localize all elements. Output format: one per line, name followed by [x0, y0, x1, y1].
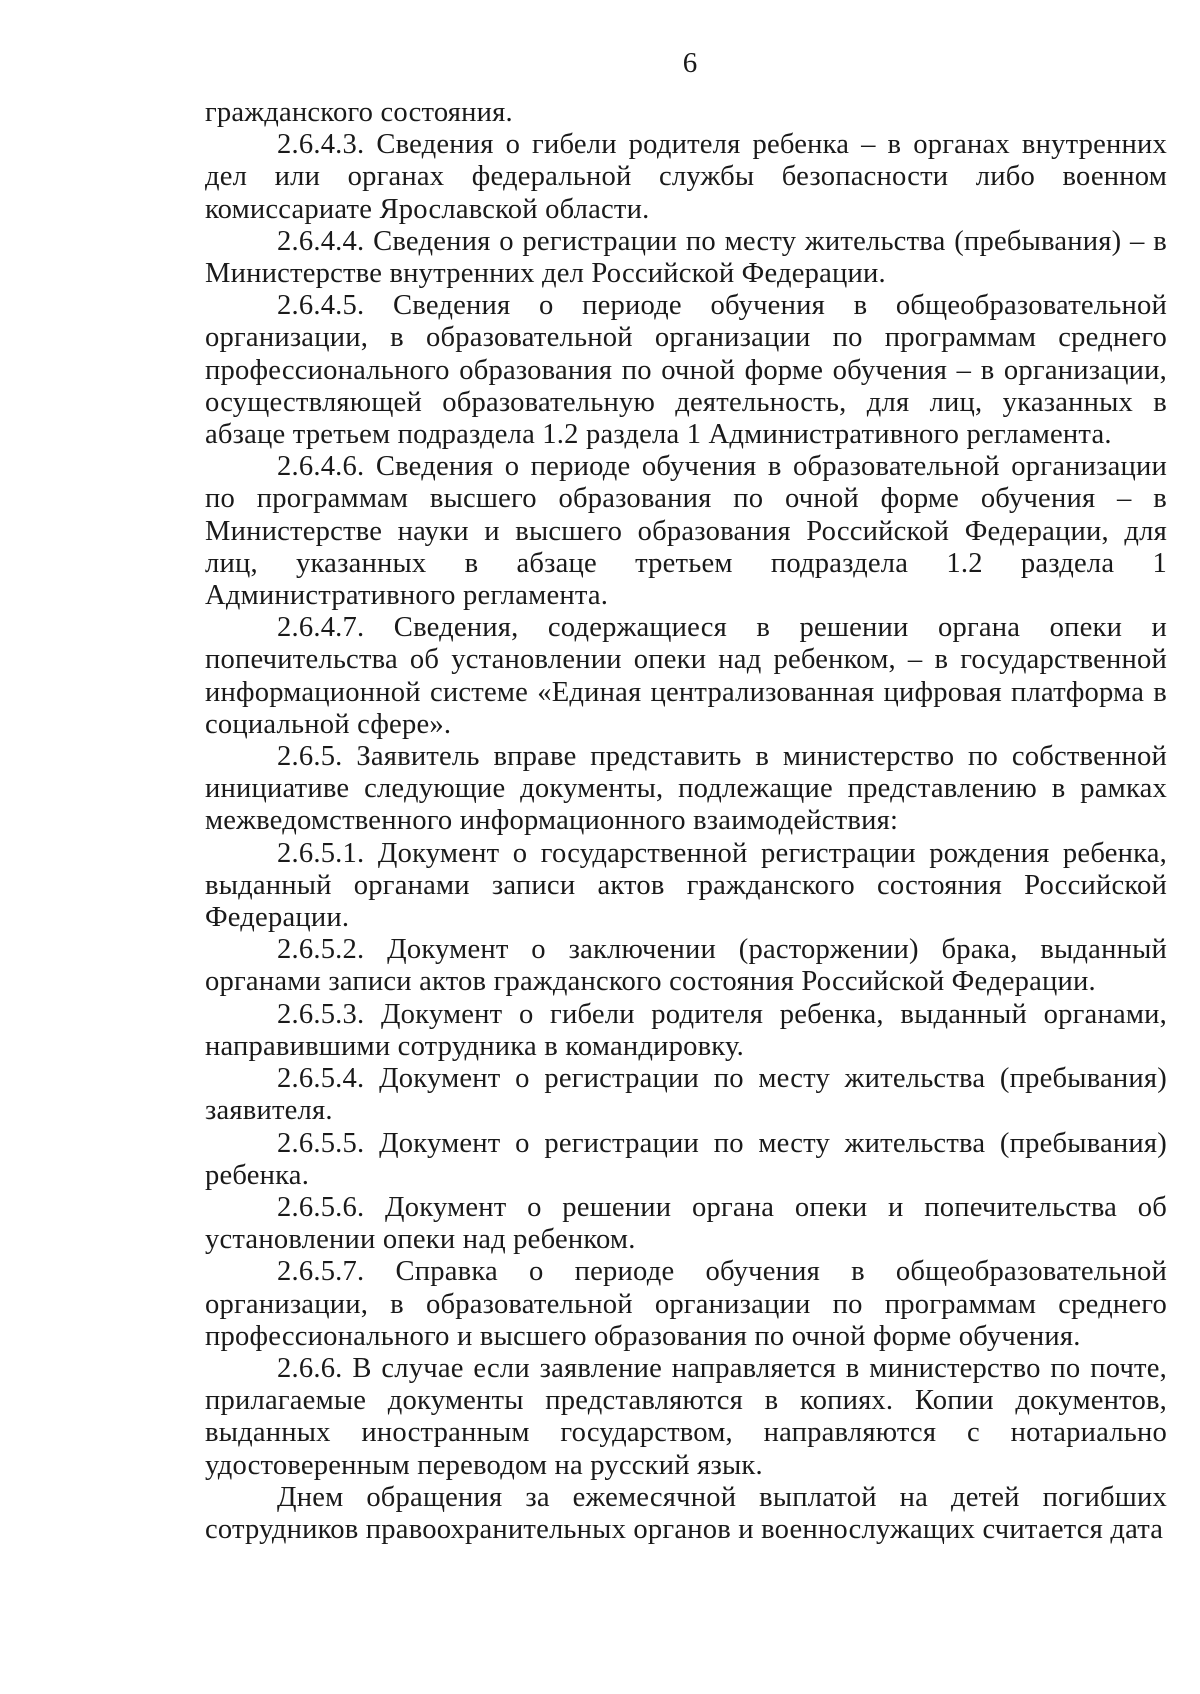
paragraph-application-date: Днем обращения за ежемесячной выплатой на детей погибших сотрудников правоохранительных органов и военнослужащих считается дата: [205, 1481, 1167, 1545]
paragraph-2-6-5-1: 2.6.5.1. Документ о государственной регистрации рождения ребенка, выданный органами записи актов гражданского состояния Российской Федерации.: [205, 837, 1167, 934]
paragraph-2-6-5-5: 2.6.5.5. Документ о регистрации по месту жительства (пребывания) ребенка.: [205, 1127, 1167, 1191]
paragraph-2-6-5-7: 2.6.5.7. Справка о периоде обучения в общеобразовательной организации, в образовательной организации по программам среднего профессионального и высшего образования по очной форме обучения.: [205, 1256, 1167, 1352]
paragraph-2-6-5-6: 2.6.5.6. Документ о решении органа опеки и попечительства об установлении опеки над ребенком.: [205, 1191, 1167, 1256]
paragraph-2-6-5-2: 2.6.5.2. Документ о заключении (расторжении) брака, выданный органами записи актов гражданского состояния Российской Федерации.: [205, 934, 1167, 998]
paragraph-2-6-5: 2.6.5. Заявитель вправе представить в министерство по собственной инициативе следующие документы, подлежащие представлению в рамках межведомственного информационного взаимодействия:: [205, 741, 1167, 837]
paragraph-continuation: гражданского состояния.: [205, 97, 513, 128]
paragraph-2-6-4-5: 2.6.4.5. Сведения о периоде обучения в общеобразовательной организации, в образовательной организации по программам среднего профессионального образования по очной форме обучения – в организации, осуществляющей образовательную деятельность, для лиц, указанных в абзаце третьем подраздела 1.2 раздела 1 Административного регламента.: [205, 290, 1167, 451]
paragraph-2-6-4-4: 2.6.4.4. Сведения о регистрации по месту жительства (пребывания) – в Министерстве внутренних дел Российской Федерации.: [205, 225, 1167, 290]
document-body: [205, 97, 1167, 1546]
paragraph-2-6-5-3: 2.6.5.3. Документ о гибели родителя ребенка, выданный органами, направившими сотрудника в командировку.: [205, 998, 1167, 1062]
paragraph-2-6-5-4: 2.6.5.4. Документ о регистрации по месту жительства (пребывания) заявителя.: [205, 1063, 1167, 1127]
page-number: 6: [682, 47, 698, 79]
paragraph-2-6-4-6: 2.6.4.6. Сведения о периоде обучения в образовательной организации по программам высшего образования по очной форме обучения – в Министерстве науки и высшего образования Российской Федерации, для лиц, указанных в абзаце третьем подраздела 1.2 раздела 1 Административного регламента.: [205, 451, 1167, 612]
paragraph-2-6-4-7: 2.6.4.7. Сведения, содержащиеся в решении органа опеки и попечительства об установлении опеки над ребенком, – в государственной информационной системе «Единая централизованная цифровая платформа в социальной сфере».: [205, 612, 1167, 740]
paragraph-2-6-4-3: 2.6.4.3. Сведения о гибели родителя ребенка – в органах внутренних дел или органах федеральной службы безопасности либо военном комиссариате Ярославской области.: [205, 129, 1167, 225]
paragraph-2-6-6: 2.6.6. В случае если заявление направляется в министерство по почте, прилагаемые документы представляются в копиях. Копии документов, выданных иностранным государством, направляются с нотариально удостоверенным переводом на русский язык.: [205, 1352, 1167, 1481]
